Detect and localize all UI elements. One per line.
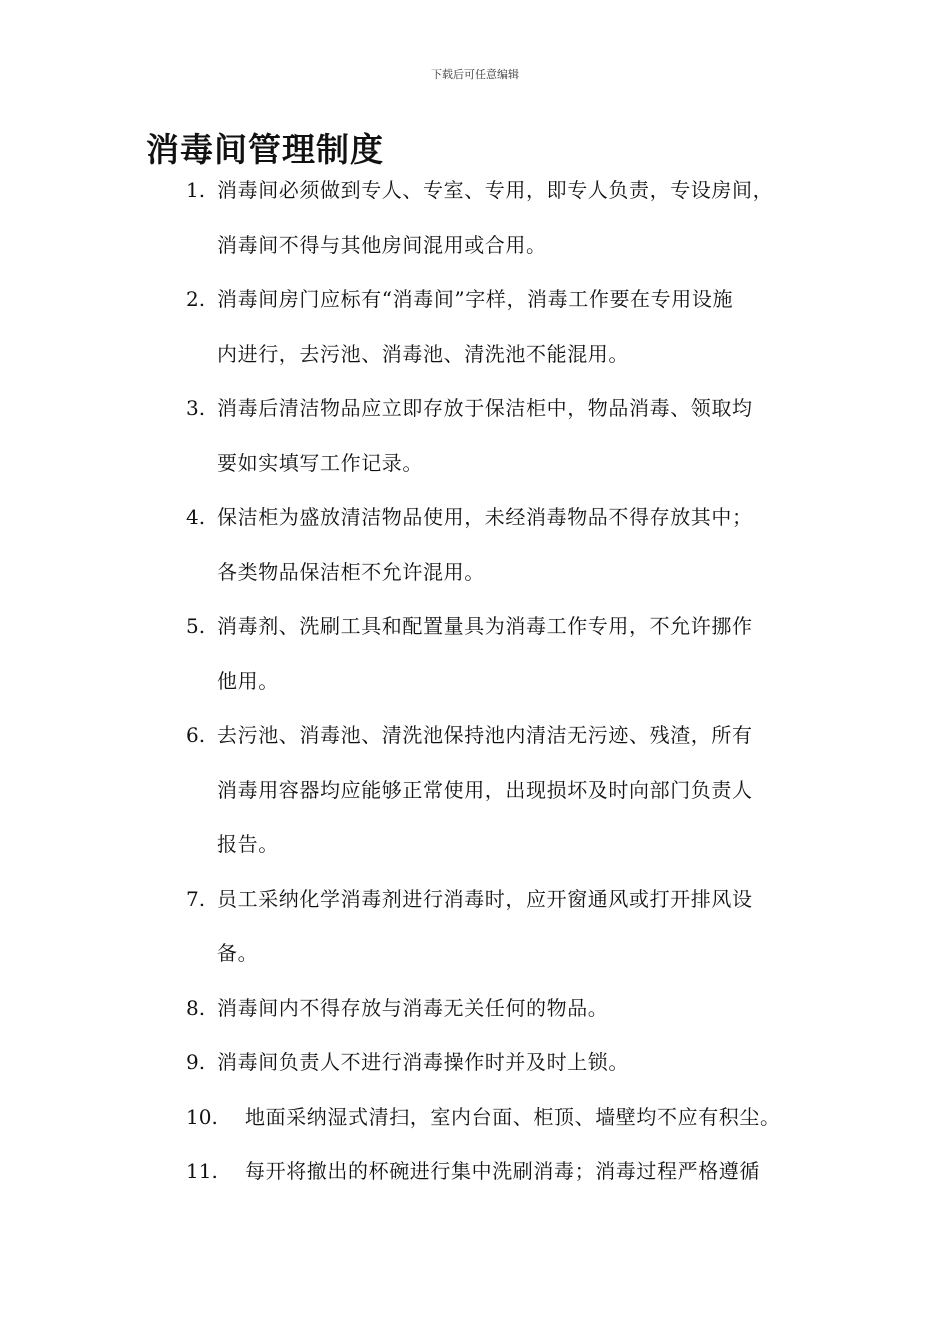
rule-line: 消毒后清洁物品应立即存放于保洁柜中，物品消毒、领取均 xyxy=(217,396,753,420)
rule-item-11 xyxy=(186,1144,836,1199)
rule-item-8 xyxy=(186,981,836,1036)
rule-number: 6. xyxy=(186,723,206,747)
rule-number: 4. xyxy=(186,505,206,529)
rule-item-3 xyxy=(186,381,836,490)
rule-item-1 xyxy=(186,163,836,272)
rule-number: 10. xyxy=(186,1104,218,1129)
rule-item-10 xyxy=(186,1090,836,1145)
rule-item-5 xyxy=(186,599,836,708)
rule-line: 报告。 xyxy=(217,832,279,856)
rule-line: 消毒用容器均应能够正常使用，出现损坏及时向部门负责人 xyxy=(217,777,753,802)
rule-line: 保洁柜为盛放清洁物品使用，未经消毒物品不得存放其中； xyxy=(217,505,753,529)
rule-item-4 xyxy=(186,490,836,599)
rule-line: 要如实填写工作记录。 xyxy=(217,450,423,475)
rule-item-9 xyxy=(186,1035,836,1090)
rule-text xyxy=(217,872,836,981)
rule-text xyxy=(217,1035,836,1090)
rule-line: 消毒间不得与其他房间混用或合用。 xyxy=(217,232,547,257)
rule-text xyxy=(217,272,836,381)
rule-number: 2. xyxy=(186,287,206,311)
rule-item-2 xyxy=(186,272,836,381)
rule-line: 消毒间内不得存放与消毒无关任何的物品。 xyxy=(217,995,609,1020)
rule-number: 7. xyxy=(186,886,206,911)
rule-line: 备。 xyxy=(217,941,259,965)
rule-number: 3. xyxy=(186,396,206,420)
rule-text xyxy=(217,708,836,872)
rule-item-6 xyxy=(186,708,836,872)
rule-line: 消毒剂、洗刷工具和配置量具为消毒工作专用，不允许挪作 xyxy=(217,614,753,638)
rule-text xyxy=(217,490,836,599)
rule-line: 他用。 xyxy=(217,668,279,693)
rule-line: 每开将撤出的杯碗进行集中洗刷消毒；消毒过程严格遵循 xyxy=(245,1159,760,1183)
rule-item-7 xyxy=(186,872,836,981)
rule-line: 各类物品保洁柜不允许混用。 xyxy=(217,559,485,584)
rule-line: 消毒间必须做到专人、专室、专用，即专人负责，专设房间， xyxy=(217,178,774,202)
document-title: 消毒间管理制度 xyxy=(146,130,384,169)
rule-number: 9. xyxy=(186,1050,206,1074)
rule-text xyxy=(245,1090,836,1145)
rule-line: 地面采纳湿式清扫，室内台面、柜顶、墙壁均不应有积尘。 xyxy=(245,1104,781,1129)
rule-line: 消毒间房门应标有“消毒间”字样，消毒工作要在专用设施 xyxy=(217,287,734,311)
rule-line: 内进行，去污池、消毒池、清洗池不能混用。 xyxy=(217,341,629,366)
header-note: 下载后可任意编辑 xyxy=(431,68,519,81)
rule-line: 消毒间负责人不进行消毒操作时并及时上锁。 xyxy=(217,1050,629,1074)
rule-text xyxy=(217,981,836,1036)
rules-list xyxy=(186,163,836,1199)
rule-line: 员工采纳化学消毒剂进行消毒时，应开窗通风或打开排风设 xyxy=(217,886,753,911)
rule-number: 1. xyxy=(186,178,206,202)
rule-text xyxy=(245,1144,836,1199)
rule-text xyxy=(217,163,836,272)
rule-number: 8. xyxy=(186,995,206,1020)
rule-number: 5. xyxy=(186,614,206,638)
rule-text xyxy=(217,381,836,490)
rule-text xyxy=(217,599,836,708)
rule-line: 去污池、消毒池、清洗池保持池内清洁无污迹、残渣，所有 xyxy=(217,723,753,747)
rule-number: 11. xyxy=(186,1159,218,1183)
